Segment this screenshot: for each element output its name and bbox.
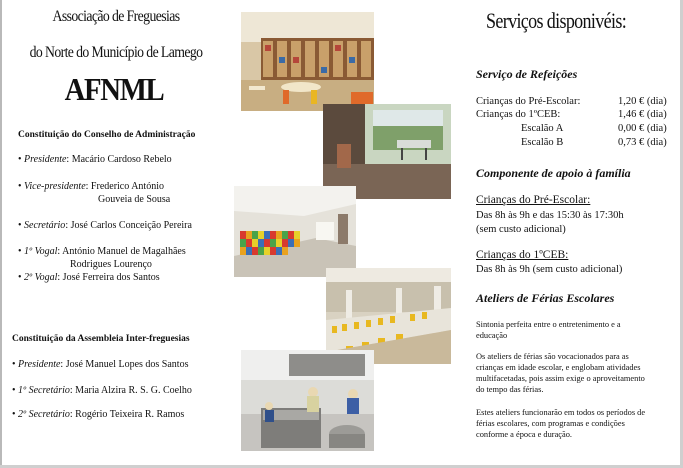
- preschool-cost-note: (sem custo adicional): [476, 224, 566, 235]
- role-label: 1º Secretário: [18, 385, 70, 396]
- council-vice-president-cont: Gouveia de Sousa: [98, 194, 171, 205]
- family-support-heading: Componente de apoio à família: [476, 166, 631, 180]
- colorful-hallway-photo: [234, 186, 356, 277]
- person-name: : José Carlos Conceição Pereira: [65, 220, 192, 231]
- text-line: Sintonia perfeita entre o entretenimento e a: [476, 320, 621, 329]
- council-heading: Constituição do Conselho de Administração: [18, 130, 196, 140]
- council-secretary: • Secretário: José Carlos Conceição Pereira: [18, 220, 192, 231]
- person-name: : José Manuel Lopes dos Santos: [60, 359, 189, 370]
- association-title-line2: do Norte do Município de Lamego: [29, 44, 203, 61]
- role-label: 2º Secretário: [18, 409, 70, 420]
- ateliers-paragraph-3: [476, 407, 671, 440]
- meal-row-value: 1,46 € (dia): [618, 109, 667, 120]
- text-line: multifacetadas, pois assim exige o aproveitamento: [476, 374, 645, 383]
- meal-row-label: Crianças do Pré-Escolar:: [476, 96, 581, 107]
- meal-row-value: 1,20 € (dia): [618, 96, 667, 107]
- ceb-heading: Crianças do 1ºCEB:: [476, 249, 569, 261]
- ceb-hours: Das 8h às 9h (sem custo adicional): [476, 264, 623, 275]
- assembly-secretary-2: • 2º Secretário: Rogério Teixeira R. Ramos: [12, 409, 185, 420]
- meal-row-value: 0,73 € (dia): [618, 137, 667, 148]
- council-president: • Presidente: Macário Cardoso Rebelo: [18, 154, 172, 165]
- meal-row-label: Escalão A: [521, 123, 564, 134]
- person-name: : Macário Cardoso Rebelo: [66, 154, 172, 165]
- person-name: : Frederico António: [85, 181, 164, 192]
- text-line: férias escolares, com programas e condições: [476, 419, 625, 428]
- role-label: 2º Vogal: [24, 272, 58, 283]
- council-vogal-1-cont: Rodrigues Lourenço: [70, 259, 152, 270]
- person-name: : Rogério Teixeira R. Ramos: [69, 409, 185, 420]
- meal-row-label: Escalão B: [521, 137, 564, 148]
- assembly-secretary-1: • 1º Secretário: Maria Alzira R. S. G. Coelho: [12, 385, 192, 396]
- text-line: crianças em idade escolar, e englobam atividades: [476, 363, 641, 372]
- services-title: Serviços disponivéis:: [486, 8, 627, 33]
- text-line: educação: [476, 331, 508, 340]
- meal-row-label: Crianças do 1ºCEB:: [476, 109, 561, 120]
- person-name: : José Ferreira dos Santos: [57, 272, 160, 283]
- role-label: Vice-presidente: [24, 181, 86, 192]
- meal-row-value: 0,00 € (dia): [618, 123, 667, 134]
- text-line: conforme a época e duração.: [476, 430, 573, 439]
- library-photo: [241, 12, 374, 111]
- person-name: : Maria Alzira R. S. G. Coelho: [69, 385, 192, 396]
- ateliers-paragraph-1: [476, 319, 671, 341]
- page-left-edge: [0, 0, 2, 468]
- text-line: Estes ateliers funcionarão em todos os períodos de: [476, 408, 646, 417]
- person-name: : António Manuel de Magalhães: [57, 246, 186, 257]
- meals-heading: Serviço de Refeições: [476, 67, 578, 81]
- assembly-heading: Constituição da Assembleia Inter-freguesias: [12, 334, 190, 344]
- kitchen-photo: [241, 350, 374, 451]
- text-line: do tempo das férias.: [476, 385, 544, 394]
- association-title-line1: Associação de Freguesias: [52, 8, 180, 25]
- assembly-president: • Presidente: José Manuel Lopes dos Santos: [12, 359, 189, 370]
- role-label: 1º Vogal: [24, 246, 58, 257]
- preschool-hours: Das 8h às 9h e das 15:30 às 17:30h: [476, 210, 624, 221]
- acronym-title: AFNML: [64, 71, 164, 107]
- ateliers-paragraph-2: [476, 351, 671, 395]
- games-room-photo: [323, 104, 451, 199]
- text-line: Os ateliers de férias são vocacionados para as: [476, 352, 629, 361]
- role-label: Secretário: [24, 220, 66, 231]
- preschool-heading: Crianças do Pré-Escolar:: [476, 194, 591, 206]
- role-label: Presidente: [24, 154, 67, 165]
- council-vice-president: • Vice-presidente: Frederico António: [18, 181, 164, 192]
- council-vogal-1: • 1º Vogal: António Manuel de Magalhães: [18, 246, 186, 257]
- ateliers-heading: Ateliers de Férias Escolares: [476, 291, 615, 305]
- role-label: Presidente: [18, 359, 61, 370]
- council-vogal-2: • 2º Vogal: José Ferreira dos Santos: [18, 272, 160, 283]
